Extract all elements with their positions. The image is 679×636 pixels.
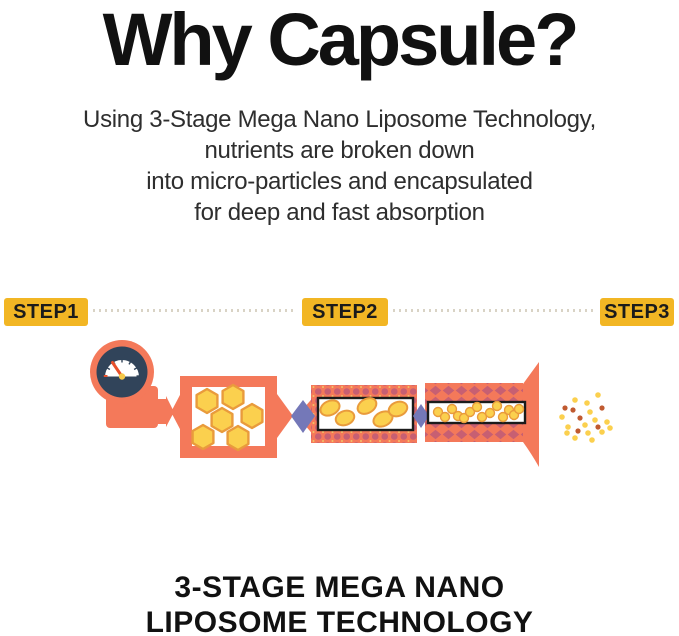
page-title: Why Capsule?: [102, 0, 577, 81]
process-diagram: [0, 330, 679, 490]
macro-chamber-icon: [180, 376, 277, 458]
intro-line: for deep and fast absorption: [194, 199, 485, 226]
footer-heading: [0, 570, 679, 636]
step3-label: STEP3: [604, 300, 670, 323]
step3-badge: [600, 298, 674, 326]
step2-label: STEP2: [312, 300, 378, 323]
step1-label: STEP1: [13, 300, 79, 323]
step2-badge: [302, 298, 388, 326]
step1-badge: [4, 298, 88, 326]
intro-line: Using 3-Stage Mega Nano Liposome Technology,: [83, 106, 596, 133]
released-particles-icon: [559, 392, 613, 443]
dotted-connector: [93, 309, 297, 312]
pressure-gauge-icon: [90, 340, 181, 431]
dotted-connector: [393, 309, 595, 312]
intro-text: [0, 104, 679, 228]
footer-line: 3-STAGE MEGA NANO: [174, 571, 505, 604]
intro-line: nutrients are broken down: [204, 137, 475, 164]
intro-line: into micro-particles and encapsulated: [146, 168, 533, 195]
footer-line: LIPOSOME TECHNOLOGY: [145, 606, 534, 636]
compression-chamber-icon: [291, 385, 417, 443]
nano-chamber-icon: [413, 362, 539, 467]
